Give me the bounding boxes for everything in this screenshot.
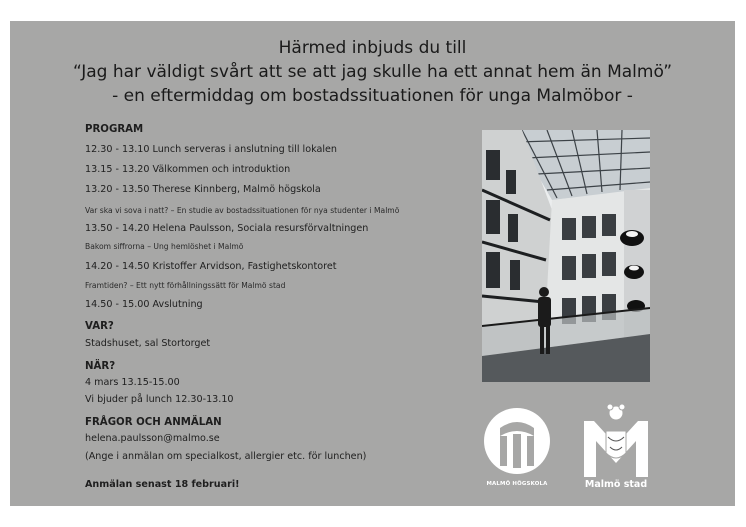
title-line-2: “Jag har väldigt svårt att se att jag skulle ha ett annat hem än Malmö” <box>72 62 673 82</box>
program-item: 14.20 - 14.50 Kristoffer Arvidson, Fastighetskontoret <box>85 261 337 272</box>
nar-heading: NÄR? <box>85 361 116 372</box>
var-heading: VAR? <box>85 321 114 332</box>
invitation-card <box>10 21 735 506</box>
malmo-hogskola-logo <box>480 406 562 496</box>
contact-email[interactable]: helena.paulsson@malmo.se <box>85 433 220 444</box>
title-line-1: Härmed inbjuds du till <box>278 38 467 58</box>
program-item: 13.15 - 13.20 Välkommen och introduktion <box>85 164 291 175</box>
atrium-photo <box>482 130 650 382</box>
nar-date: 4 mars 13.15-15.00 <box>85 377 180 388</box>
malmo-stad-label: Malmö stad <box>584 479 648 490</box>
program-subtitle: Var ska vi sova i natt? – En studie av bostadssituationen för nya studenter i Malmö <box>85 206 400 215</box>
nar-lunch: Vi bjuder på lunch 12.30-13.10 <box>85 394 234 405</box>
program-heading: PROGRAM <box>85 124 144 135</box>
var-text: Stadshuset, sal Stortorget <box>85 338 211 349</box>
program-item: 13.20 - 13.50 Therese Kinnberg, Malmö högskola <box>85 184 321 195</box>
program-subtitle: Framtiden? – Ett nytt förhållningssätt för Malmö stad <box>85 281 286 290</box>
malmo-stad-logo <box>582 401 654 496</box>
malmo-hogskola-label: MALMÖ HÖGSKOLA <box>486 481 548 487</box>
program-item: 14.50 - 15.00 Avslutning <box>85 299 203 310</box>
deadline-text: Anmälan senast 18 februari! <box>85 479 240 490</box>
program-subtitle: Bakom siffrorna – Ung hemlöshet i Malmö <box>85 242 244 251</box>
title-line-3: - en eftermiddag om bostadssituationen för unga Malmöbor - <box>112 86 633 106</box>
registration-note: (Ange i anmälan om specialkost, allergier etc. för lunchen) <box>85 451 367 462</box>
program-item: 12.30 - 13.10 Lunch serveras i anslutning till lokalen <box>85 144 337 155</box>
fragor-heading: FRÅGOR OCH ANMÄLAN <box>85 417 222 428</box>
program-item: 13.50 - 14.20 Helena Paulsson, Sociala resursförvaltningen <box>85 223 369 234</box>
